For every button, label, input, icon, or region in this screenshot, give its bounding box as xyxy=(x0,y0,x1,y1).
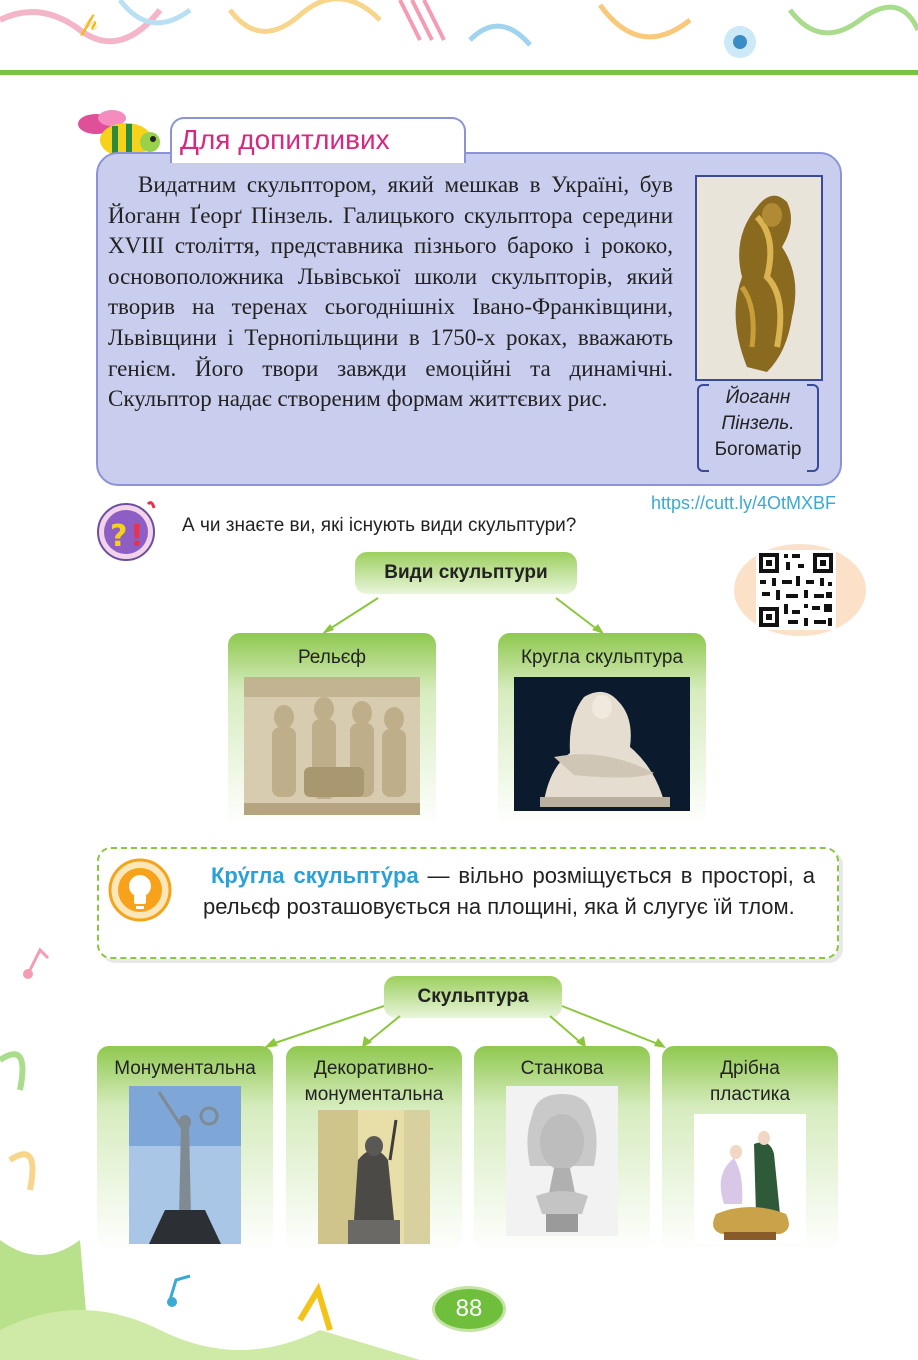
small-plastic-card xyxy=(662,1046,838,1252)
bach-bust-photo xyxy=(506,1086,618,1236)
question-icon xyxy=(96,500,158,562)
resource-link[interactable]: https://cutt.ly/4OtMXBF xyxy=(650,493,836,513)
relief-card xyxy=(228,633,436,826)
qr-code[interactable] xyxy=(728,540,868,640)
sculpture-arrows xyxy=(250,1000,680,1052)
svg-text:?: ? xyxy=(110,519,128,554)
header-doodles xyxy=(0,0,918,78)
bottom-doodles xyxy=(0,1270,420,1360)
sculpture-heading: Скульптура xyxy=(384,976,562,1018)
caption-title: Богоматір xyxy=(714,439,802,460)
caption-author-surname: Пінзель. xyxy=(721,413,795,434)
curious-paragraph: Видатним скульптором, який мешкав в Україні, був Йоганн Ґеорґ Пінзель. Галицького скульптора середини XVIII століття, представника пізнього бароко і рококо, основоположника Львівської школи скульпторів, який творив на теренах сьогоднішніх Івано-Франківщини, Львівщини і Тернопільщини в 1750-х роках, вважають генієм. Його твори завжди емоційні та динамічні. Скульптор надає створеним формам життєвих рис. xyxy=(108,172,673,412)
relief-photo xyxy=(244,677,420,815)
monumental-label: Монументальна xyxy=(114,1058,256,1079)
header-line xyxy=(0,70,918,75)
easel-card xyxy=(474,1046,650,1252)
statue-caption xyxy=(697,384,819,468)
definition-body: — вільно розміщується в просторі, а рельєф розташовується на площині, яка й слугує їй тлом. xyxy=(203,863,815,919)
types-heading: Види скульптури xyxy=(355,552,577,594)
easel-label: Станкова xyxy=(520,1058,604,1079)
monumental-card xyxy=(97,1046,273,1252)
definition-term: Кру́гла скульпту́ра xyxy=(211,863,419,888)
lightbulb-icon xyxy=(108,858,172,922)
curious-title: Для допитливих xyxy=(180,124,390,155)
porcelain-figurine-photo xyxy=(694,1114,806,1244)
caption-author: Йоганн xyxy=(725,387,791,408)
definition-text xyxy=(203,860,815,922)
curious-text xyxy=(108,170,673,415)
decorative-monumental-label: Декоративно-монументальна xyxy=(304,1058,444,1105)
pieta-photo xyxy=(514,677,690,811)
decorative-header xyxy=(0,0,918,78)
svg-text:!: ! xyxy=(130,519,144,554)
types-arrows xyxy=(300,594,620,634)
svg-text:𝓅: 𝓅 xyxy=(80,7,99,37)
round-sculpture-label: Кругла скульптура xyxy=(520,647,684,668)
round-sculpture-card xyxy=(498,633,706,826)
page-number: 88 xyxy=(432,1286,506,1332)
small-plastic-label: Дрібна пластика xyxy=(709,1058,791,1105)
relief-label: Рельєф xyxy=(297,647,367,668)
motherland-monument-photo xyxy=(129,1086,241,1244)
decorative-monumental-card xyxy=(286,1046,462,1252)
question-text: А чи знаєте ви, які існують види скульптури? xyxy=(182,515,577,536)
decorative-statue-photo xyxy=(318,1110,430,1244)
pinzel-statue-photo xyxy=(695,175,823,381)
